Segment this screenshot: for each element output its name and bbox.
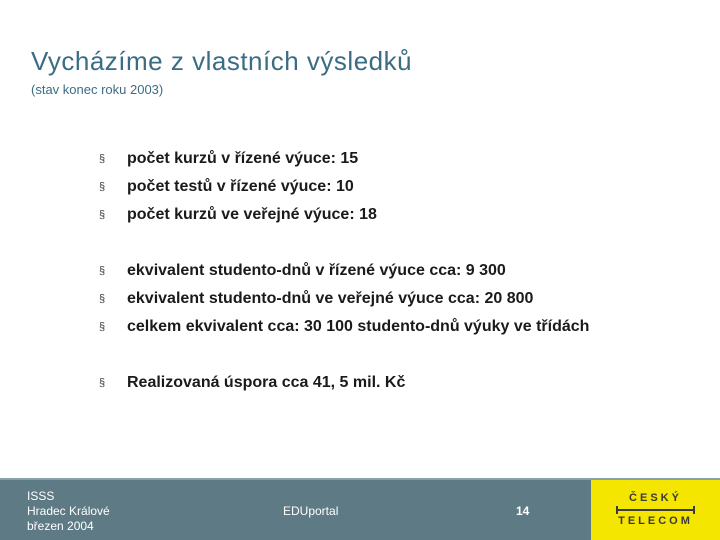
bullet-text: počet kurzů v řízené výuce: 15	[127, 150, 359, 167]
bullet-item	[99, 204, 377, 226]
slide-title: Vycházíme z vlastních výsledků	[31, 46, 413, 76]
bullet-item	[99, 260, 506, 282]
bullet-text: počet testů v řízené výuce: 10	[127, 178, 354, 195]
logo-rule	[618, 509, 693, 511]
bullet-item	[99, 316, 589, 338]
bullet-marker-icon: §	[99, 153, 106, 165]
page-number: 14	[516, 504, 530, 518]
logo-rule-tick	[616, 506, 618, 514]
footer-location: Hradec Králové	[27, 504, 110, 518]
footer-info	[27, 489, 110, 534]
logo-line-1: ČESKÝ	[629, 492, 682, 504]
cesky-telecom-logo	[591, 480, 720, 540]
logo-line-2: TELECOM	[618, 515, 693, 527]
bullet-marker-icon: §	[99, 181, 106, 193]
bullet-text: Realizovaná úspora cca 41, 5 mil. Kč	[127, 374, 406, 391]
bullet-text: počet kurzů ve veřejné výuce: 18	[127, 206, 377, 223]
bullet-marker-icon: §	[99, 377, 106, 389]
footer-date: březen 2004	[27, 519, 94, 533]
bullet-marker-icon: §	[99, 265, 106, 277]
bullet-text: ekvivalent studento-dnů ve veřejné výuce cca: 20 800	[127, 290, 534, 307]
footer-org: ISSS	[27, 489, 55, 503]
bullet-marker-icon: §	[99, 209, 106, 221]
bullet-marker-icon: §	[99, 293, 106, 305]
bullet-list	[99, 0, 699, 400]
bullet-item	[99, 288, 533, 310]
bullet-item	[99, 148, 358, 170]
bullet-text: ekvivalent studento-dnů v řízené výuce cca: 9 300	[127, 262, 506, 279]
bullet-item	[99, 176, 354, 198]
footer-center-label: EDUportal	[283, 504, 339, 518]
bullet-item	[99, 372, 405, 394]
slide-subtitle: (stav konec roku 2003)	[31, 82, 164, 97]
bullet-marker-icon: §	[99, 321, 106, 333]
bullet-text: celkem ekvivalent cca: 30 100 studento-dnů výuky ve třídách	[127, 318, 590, 335]
logo-rule-tick	[693, 506, 695, 514]
